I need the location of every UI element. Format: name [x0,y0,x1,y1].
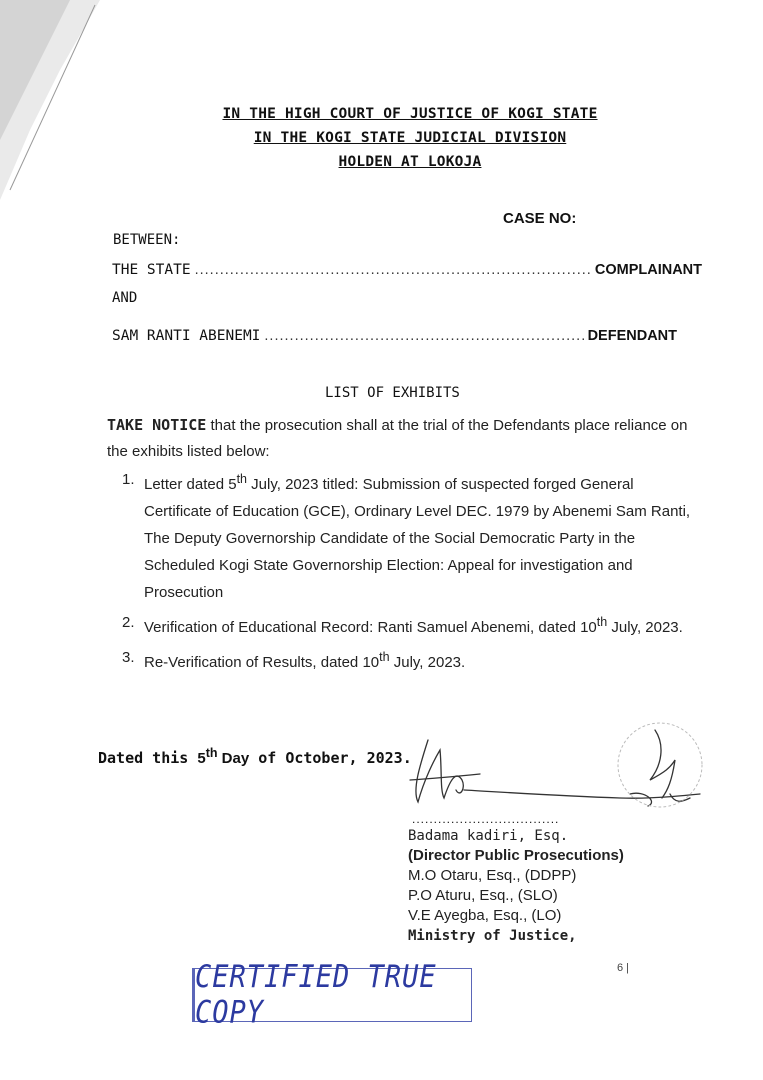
signatory-line-6: Ministry of Justice, [408,928,577,944]
exhibit-number: 2. [122,614,135,631]
notice-lead: TAKE NOTICE [107,416,207,434]
exhibit-text: Re-Verification of Results, dated 10 [144,654,380,671]
exhibit-number: 1. [122,471,135,488]
defendant-name: SAM RANTI ABENEMI [112,328,261,344]
exhibit-text: Letter dated 5 [144,476,237,493]
exhibit-sup: th [379,650,390,664]
exhibit-list [118,466,698,679]
signature-dots: .................................. [412,812,560,826]
exhibit-item [118,466,698,606]
case-number-label: CASE NO: [503,210,577,227]
signatory-block [408,826,624,946]
exhibit-text: July, 2023. [607,619,683,636]
court-line-3: HOLDEN AT LOKOJA [338,154,482,170]
exhibit-text: July, 2023. [389,654,466,671]
exhibit-sup: th [236,472,248,486]
dated-middle: of [249,749,286,767]
exhibit-item [118,609,698,641]
notice-paragraph [107,412,707,465]
complainant-name: THE STATE [112,262,191,278]
dated-prefix: Dated this [98,749,198,767]
leader-dots [264,328,583,344]
complainant-row [112,262,702,278]
exhibit-item [118,644,698,676]
page-number: 6 | [617,962,630,974]
dated-sup: th [205,746,218,760]
dated-month: October [285,749,349,767]
signatory-line-3: M.O Otaru, Esq., (DDPP) [408,867,577,884]
scan-edge-mark [0,0,110,230]
dated-day-word: Day [217,750,250,767]
signatory-line-5: V.E Ayegba, Esq., (LO) [408,907,562,924]
court-header [200,102,620,174]
signatory-line-4: P.O Aturu, Esq., (SLO) [408,887,558,904]
notice-text: that the prosecution shall at the trial of the Defendants place reliance on the exhibits listed below: [107,417,688,460]
court-line-1: IN THE HIGH COURT OF JUSTICE OF KOGI STATE [222,106,598,122]
dated-line [98,746,412,767]
and-label: AND [112,290,138,306]
dated-year: , 2023. [348,749,412,767]
court-line-2: IN THE KOGI STATE JUDICIAL DIVISION [253,130,567,146]
defendant-role: DEFENDANT [587,328,677,344]
exhibit-text: July, 2023 titled: Submission of suspected forged General Certificate of Education (GCE), Ordinary Level DEC. 1979 by Abenemi Sam Ranti, The Deputy Governorship Candidate of the Social Democratic Party in the Scheduled Kogi State Governorship Election: Appeal for investigation and Prosecution [144,476,691,601]
signatory-name: Badama kadiri, Esq. [408,828,569,844]
dated-day: 5 [197,750,206,767]
complainant-role: COMPLAINANT [594,262,702,278]
leader-dots [195,262,591,278]
defendant-row [112,328,677,344]
certified-true-copy-stamp [192,959,472,1031]
stamp-text: CERTIFIED TRUE COPY [195,959,437,1031]
exhibit-text: Verification of Educational Record: Ranti Samuel Abenemi, dated 10 [144,619,597,636]
signatory-title: (Director Public Prosecutions) [408,847,624,864]
exhibit-number: 3. [122,649,135,666]
between-label: BETWEEN: [113,232,181,248]
exhibit-sup: th [596,615,608,629]
list-title: LIST OF EXHIBITS [325,385,460,401]
